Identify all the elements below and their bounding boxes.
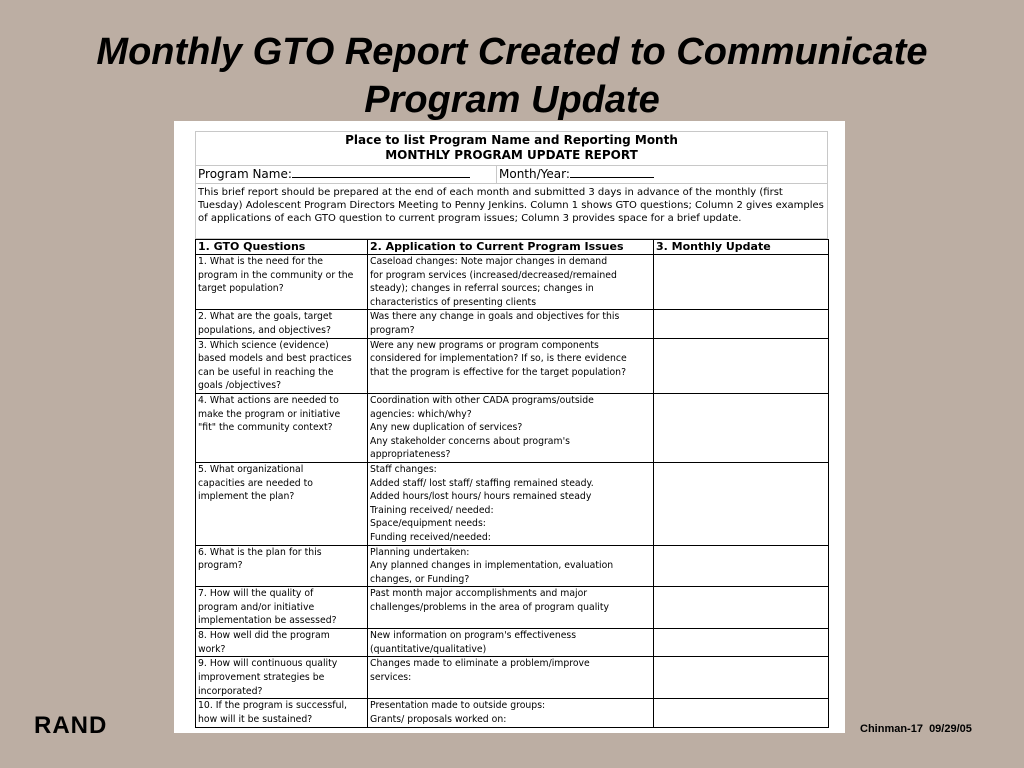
application-line: Added staff/ lost staff/ staffing remained steady. [370,477,594,489]
gto-question-cell [196,587,368,629]
gto-question-line: improvement strategies be [198,672,325,684]
application-cell [368,255,654,310]
application-line: changes, or Funding? [370,573,470,585]
gto-question-cell [196,338,368,393]
report-header [195,131,828,166]
table-row [196,462,829,545]
program-name-field [196,166,497,183]
gto-question-line: capacities are needed to [198,477,313,489]
application-line: Past month major accomplishments and major [370,588,588,600]
application-line: considered for implementation? If so, is there evidence [370,353,627,365]
table-row [196,629,829,657]
table-row [196,255,829,310]
gto-question-line: make the program or initiative [198,408,341,420]
gto-question-line: 2. What are the goals, target [198,311,333,323]
gto-question-line: 3. Which science (evidence) [198,339,329,351]
application-cell [368,657,654,699]
application-cell [368,462,654,545]
application-line: New information on program's effectiveness [370,630,577,642]
application-line: Presentation made to outside groups: [370,700,546,712]
application-line: Caseload changes: Note major changes in demand [370,256,608,267]
application-line: Training received/ needed: [370,504,494,516]
monthly-update-cell [654,629,829,657]
gto-table-header-row [196,240,829,255]
application-cell [368,629,654,657]
application-line: Funding received/needed: [370,531,491,543]
gto-question-line: program in the community or the [198,269,354,281]
program-name-label: Program Name: [198,167,292,181]
slide-title [0,28,1024,124]
monthly-update-cell [654,255,829,310]
gto-question-line: based models and best practices [198,353,352,365]
slide-title-line-2: Program Update [364,79,660,121]
application-cell [368,545,654,587]
report-header-line-1: Place to list Program Name and Reporting Month [345,133,678,147]
gto-question-cell [196,393,368,462]
application-line: for program services (increased/decreased/remained [370,269,617,281]
gto-question-line: 7. How will the quality of [198,588,314,600]
gto-question-line: 9. How will continuous quality [198,658,338,670]
gto-question-line: 4. What actions are needed to [198,394,339,406]
report-form [195,131,828,728]
application-line: Added hours/lost hours/ hours remained steady [370,491,592,503]
application-line: Any planned changes in implementation, evaluation [370,560,614,572]
gto-question-cell [196,657,368,699]
gto-question-line: goals /objectives? [198,380,282,392]
gto-question-line: how will it be sustained? [198,714,313,726]
rand-logo: RAND [34,712,108,739]
table-row [196,338,829,393]
application-line: (quantitative/qualitative) [370,643,487,655]
gto-question-line: 10. If the program is successful, [198,700,348,712]
monthly-update-cell [654,310,829,338]
application-line: Grants/ proposals worked on: [370,714,507,726]
gto-question-line: can be useful in reaching the [198,366,334,378]
application-line: characteristics of presenting clients [370,296,537,308]
gto-question-line: 5. What organizational [198,463,304,475]
gto-question-line: implementation be assessed? [198,615,337,627]
monthly-update-cell [654,587,829,629]
report-instructions: This brief report should be prepared at the end of each month and submitted 3 days in advance of the monthly (first Tuesday) Adolescent Program Directors Meeting to Penny Jenkins. Column 1 shows GTO questions; Column 2 gives examples of applications of each GTO question to current program issues; Column 3 provides space for a brief update. [195,184,828,239]
application-cell [368,699,654,727]
slide-reference: Chinman-17 09/29/05 [860,723,972,735]
application-line: that the program is effective for the target population? [370,366,627,378]
application-line: program? [370,324,415,336]
table-row [196,699,829,727]
application-line: Planning undertaken: [370,546,470,558]
report-document [174,121,845,733]
month-year-blank [570,166,654,178]
monthly-update-cell [654,393,829,462]
column-header-gto-questions: 1. GTO Questions [196,240,368,255]
gto-question-line: 1. What is the need for the [198,256,323,267]
gto-question-cell [196,629,368,657]
application-cell [368,310,654,338]
monthly-update-cell [654,699,829,727]
monthly-update-cell [654,338,829,393]
table-row [196,310,829,338]
application-line: Space/equipment needs: [370,518,486,530]
application-line: Were any new programs or program components [370,339,599,351]
gto-question-cell [196,310,368,338]
application-line: appropriateness? [370,449,451,461]
application-line: Coordination with other CADA programs/outside [370,394,594,406]
month-year-label: Month/Year: [499,167,570,181]
program-info-row [195,166,828,184]
month-year-field [497,166,654,183]
table-row [196,587,829,629]
gto-question-line: 8. How well did the program [198,630,330,642]
table-row [196,545,829,587]
application-cell [368,393,654,462]
gto-question-line: program? [198,560,243,572]
application-cell [368,587,654,629]
monthly-update-cell [654,545,829,587]
column-header-monthly-update: 3. Monthly Update [654,240,829,255]
gto-question-cell [196,545,368,587]
program-name-blank [292,166,470,178]
gto-question-line: target population? [198,283,284,295]
slide-title-line-1: Monthly GTO Report Created to Communicate [96,31,928,73]
table-row [196,393,829,462]
table-row [196,657,829,699]
gto-question-cell [196,699,368,727]
application-line: Was there any change in goals and objectives for this [370,311,620,323]
gto-question-cell [196,462,368,545]
application-line: services: [370,672,412,684]
application-line: Any new duplication of services? [370,422,523,434]
column-header-application: 2. Application to Current Program Issues [368,240,654,255]
gto-question-line: populations, and objectives? [198,324,331,336]
gto-question-cell [196,255,368,310]
report-header-line-2: MONTHLY PROGRAM UPDATE REPORT [385,148,638,162]
gto-question-line: incorporated? [198,685,263,697]
application-line: Any stakeholder concerns about program's [370,435,570,447]
monthly-update-cell [654,462,829,545]
monthly-update-cell [654,657,829,699]
application-cell [368,338,654,393]
gto-question-line: "fit" the community context? [198,422,333,434]
gto-question-line: work? [198,643,226,655]
application-line: challenges/problems in the area of program quality [370,601,610,613]
gto-question-line: 6. What is the plan for this [198,546,322,558]
application-line: Staff changes: [370,463,437,475]
application-line: steady); changes in referral sources; changes in [370,283,594,295]
gto-question-line: implement the plan? [198,491,295,503]
application-line: agencies: which/why? [370,408,472,420]
application-line: Changes made to eliminate a problem/improve [370,658,590,670]
gto-question-line: program and/or initiative [198,601,315,613]
gto-table [195,239,829,728]
